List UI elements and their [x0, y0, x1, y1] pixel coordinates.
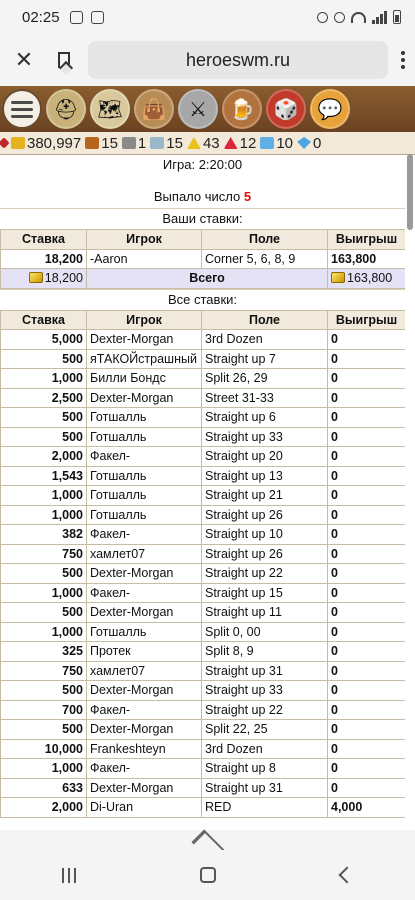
- lucky-number: 5: [243, 189, 252, 204]
- cell-player[interactable]: Dexter-Morgan: [87, 388, 202, 408]
- all-bets-table: [0, 310, 405, 818]
- total-label: Всего: [87, 269, 328, 289]
- cell-player[interactable]: яТАКОЙстрашный: [87, 349, 202, 369]
- tavern-mug-icon[interactable]: 🍺: [222, 89, 262, 129]
- cell-stake: 1,000: [1, 486, 87, 506]
- table-row: [1, 486, 406, 506]
- cell-field: RED: [202, 798, 328, 818]
- cell-win: 0: [328, 642, 406, 662]
- system-nav-bar: [0, 850, 415, 900]
- cell-player[interactable]: Готшалль: [87, 486, 202, 506]
- table-row: [1, 739, 406, 759]
- wifi-icon: [351, 12, 366, 23]
- your-bets-title: Ваши ставки:: [0, 208, 405, 229]
- cell-field: Straight up 15: [202, 583, 328, 603]
- cell-player[interactable]: Готшалль: [87, 505, 202, 525]
- hamburger-menu-button[interactable]: [2, 89, 42, 129]
- cell-win: 0: [328, 720, 406, 740]
- table-row: [1, 330, 406, 350]
- cell-stake: 2,500: [1, 388, 87, 408]
- cell-win: 0: [328, 739, 406, 759]
- drop-label: Выпало число: [153, 189, 241, 204]
- crystal-icon: [224, 137, 238, 149]
- cell-win: 0: [328, 525, 406, 545]
- cell-win: 0: [328, 622, 406, 642]
- header-player: Игрок: [87, 230, 202, 250]
- cell-player[interactable]: Факел-: [87, 447, 202, 467]
- cell-player[interactable]: Факел-: [87, 525, 202, 545]
- cell-stake: 325: [1, 642, 87, 662]
- table-row: [1, 525, 406, 545]
- resource-wood: 15: [85, 135, 118, 152]
- cell-win: 0: [328, 369, 406, 389]
- recents-button[interactable]: [62, 868, 76, 883]
- cell-stake: 500: [1, 408, 87, 428]
- cell-stake: 1,000: [1, 583, 87, 603]
- cell-stake: 1,000: [1, 622, 87, 642]
- drop-line: [0, 186, 405, 208]
- total-win: 163,800: [347, 271, 393, 286]
- cell-field: Corner 5, 6, 8, 9: [202, 249, 328, 269]
- table-row: [1, 505, 406, 525]
- cell-field: Split 26, 29: [202, 369, 328, 389]
- your-bets-table: [0, 229, 405, 289]
- cell-field: Straight up 33: [202, 427, 328, 447]
- cell-player[interactable]: -Aaron: [87, 249, 202, 269]
- resource-gold: 380,997: [11, 135, 81, 152]
- url-bar[interactable]: [88, 41, 388, 79]
- cell-field: Straight up 6: [202, 408, 328, 428]
- cell-win: 0: [328, 681, 406, 701]
- cell-player[interactable]: Готшалль: [87, 622, 202, 642]
- cell-player[interactable]: хамлет07: [87, 661, 202, 681]
- cell-field: Straight up 31: [202, 778, 328, 798]
- cell-stake: 750: [1, 661, 87, 681]
- cell-stake: 700: [1, 700, 87, 720]
- bag-icon[interactable]: 👜: [134, 89, 174, 129]
- table-row: [1, 798, 406, 818]
- cell-stake: 633: [1, 778, 87, 798]
- total-stake-cell: [1, 269, 87, 289]
- resource-gems: 10: [260, 135, 293, 152]
- browser-menu-button[interactable]: [401, 51, 405, 69]
- table-row: [1, 249, 406, 269]
- cell-field: Straight up 11: [202, 603, 328, 623]
- arrow-icon: [0, 137, 10, 148]
- table-row: [1, 720, 406, 740]
- header-field: Поле: [202, 230, 328, 250]
- wood-icon: [85, 137, 99, 149]
- cell-player[interactable]: Факел-: [87, 759, 202, 779]
- cell-field: Split 22, 25: [202, 720, 328, 740]
- resource-ore: 1: [122, 135, 146, 152]
- cell-win: 0: [328, 778, 406, 798]
- cell-win: 0: [328, 486, 406, 506]
- cell-field: 3rd Dozen: [202, 739, 328, 759]
- battery-icon: [393, 10, 401, 24]
- swipe-up-handle[interactable]: [0, 830, 415, 850]
- cell-win: 0: [328, 603, 406, 623]
- cell-stake: 500: [1, 681, 87, 701]
- status-bar: [0, 0, 415, 34]
- cell-player[interactable]: хамлет07: [87, 544, 202, 564]
- cell-player[interactable]: Dexter-Morgan: [87, 778, 202, 798]
- table-row: [1, 349, 406, 369]
- table-row: [1, 427, 406, 447]
- cell-stake: 1,543: [1, 466, 87, 486]
- cell-stake: 500: [1, 564, 87, 584]
- cell-win: 0: [328, 330, 406, 350]
- cell-field: 3rd Dozen: [202, 330, 328, 350]
- gold-icon: [29, 272, 43, 283]
- gold-icon: [331, 272, 345, 283]
- cell-player[interactable]: Di-Uran: [87, 798, 202, 818]
- settings-notification-icon: [91, 11, 104, 24]
- header-win: Выигрыш: [328, 230, 406, 250]
- cell-win: 0: [328, 544, 406, 564]
- signal-icon: [372, 11, 387, 24]
- cell-field: Straight up 8: [202, 759, 328, 779]
- url-text: heroeswm.ru: [185, 49, 291, 70]
- cell-stake: 500: [1, 603, 87, 623]
- cell-stake: 500: [1, 349, 87, 369]
- cell-stake: 1,000: [1, 505, 87, 525]
- crossed-swords-icon[interactable]: ⚔: [178, 89, 218, 129]
- mercury-icon: [150, 137, 164, 149]
- header-field: Поле: [202, 310, 328, 330]
- cell-stake: 2,000: [1, 447, 87, 467]
- cell-field: Straight up 7: [202, 349, 328, 369]
- cell-win: 0: [328, 700, 406, 720]
- table-row: [1, 544, 406, 564]
- cell-player[interactable]: Dexter-Morgan: [87, 603, 202, 623]
- game-label: Игра: 2:20:00: [162, 157, 243, 172]
- total-win-cell: [328, 269, 406, 289]
- cell-win: 4,000: [328, 798, 406, 818]
- home-button[interactable]: [200, 867, 216, 883]
- table-row: [1, 408, 406, 428]
- cell-field: Straight up 22: [202, 700, 328, 720]
- ore-icon: [122, 137, 136, 149]
- roulette-results: [0, 154, 405, 830]
- table-row: [1, 466, 406, 486]
- resources-bar: [0, 132, 415, 155]
- browser-toolbar: [0, 34, 415, 86]
- cell-win: 0: [328, 661, 406, 681]
- cell-stake: 18,200: [1, 249, 87, 269]
- cell-field: Straight up 13: [202, 466, 328, 486]
- cell-field: Split 8, 9: [202, 642, 328, 662]
- gems-icon: [260, 137, 274, 149]
- resource-sulfur: 43: [187, 135, 220, 152]
- cell-stake: 750: [1, 544, 87, 564]
- cell-player[interactable]: Dexter-Morgan: [87, 330, 202, 350]
- total-row: [1, 269, 406, 289]
- cell-player[interactable]: Факел-: [87, 583, 202, 603]
- table-header: [1, 230, 406, 250]
- table-header: [1, 310, 406, 330]
- table-row: [1, 778, 406, 798]
- cell-field: Straight up 10: [202, 525, 328, 545]
- map-scroll-icon[interactable]: 🗺: [90, 89, 130, 129]
- cell-stake: 500: [1, 427, 87, 447]
- table-row: [1, 564, 406, 584]
- cell-win: 0: [328, 583, 406, 603]
- gallery-notification-icon: [70, 11, 83, 24]
- table-row: [1, 700, 406, 720]
- cell-field: Straight up 31: [202, 661, 328, 681]
- cell-field: Street 31-33: [202, 388, 328, 408]
- table-row: [1, 583, 406, 603]
- cell-win: 0: [328, 408, 406, 428]
- cell-win: 0: [328, 427, 406, 447]
- table-row: [1, 681, 406, 701]
- cell-stake: 2,000: [1, 798, 87, 818]
- table-row: [1, 603, 406, 623]
- cell-player[interactable]: Протек: [87, 642, 202, 662]
- cell-stake: 1,000: [1, 369, 87, 389]
- table-row: [1, 642, 406, 662]
- status-time: 02:25: [22, 8, 60, 26]
- cell-player[interactable]: Билли Бондс: [87, 369, 202, 389]
- gold-icon: [11, 137, 25, 149]
- header-win: Выигрыш: [328, 310, 406, 330]
- cell-stake: 500: [1, 720, 87, 740]
- game-menu: [0, 86, 415, 132]
- header-player: Игрок: [87, 310, 202, 330]
- sulfur-icon: [187, 137, 201, 149]
- cell-field: Straight up 20: [202, 447, 328, 467]
- bookmark-icon: [58, 52, 70, 68]
- resource-diamond: 0: [297, 135, 321, 152]
- cell-player[interactable]: Готшалль: [87, 427, 202, 447]
- cell-field: Straight up 22: [202, 564, 328, 584]
- mute-icon: [334, 12, 345, 23]
- cell-field: Straight up 33: [202, 681, 328, 701]
- cell-win: 0: [328, 466, 406, 486]
- cell-win: 0: [328, 349, 406, 369]
- alarm-icon: [317, 12, 328, 23]
- cell-win: 0: [328, 759, 406, 779]
- cell-stake: 1,000: [1, 759, 87, 779]
- all-bets-title: Все ставки:: [0, 289, 405, 310]
- back-button[interactable]: [338, 867, 355, 884]
- cell-player[interactable]: Готшалль: [87, 408, 202, 428]
- diamond-icon: [297, 137, 311, 149]
- page-scrollbar[interactable]: [407, 154, 413, 230]
- table-row: [1, 388, 406, 408]
- cell-player[interactable]: Dexter-Morgan: [87, 720, 202, 740]
- cell-stake: 10,000: [1, 739, 87, 759]
- cell-field: Straight up 21: [202, 486, 328, 506]
- cell-win: 0: [328, 564, 406, 584]
- chat-bubble-icon[interactable]: 💬: [310, 89, 350, 129]
- cell-player[interactable]: Frankeshteyn: [87, 739, 202, 759]
- table-row: [1, 447, 406, 467]
- total-stake: 18,200: [44, 271, 83, 286]
- table-row: [1, 759, 406, 779]
- table-row: [1, 622, 406, 642]
- cell-win: 0: [328, 447, 406, 467]
- table-row: [1, 369, 406, 389]
- close-icon: ✕: [14, 47, 34, 72]
- header-stake: Ставка: [1, 230, 87, 250]
- cell-player[interactable]: Dexter-Morgan: [87, 681, 202, 701]
- cell-field: Split 0, 00: [202, 622, 328, 642]
- header-stake: Ставка: [1, 310, 87, 330]
- knight-helmet-icon[interactable]: ⛑: [46, 89, 86, 129]
- cell-player[interactable]: Dexter-Morgan: [87, 564, 202, 584]
- cell-win: 0: [328, 388, 406, 408]
- cell-field: Straight up 26: [202, 544, 328, 564]
- resource-crystal: 12: [224, 135, 257, 152]
- table-row: [1, 661, 406, 681]
- cell-win: 0: [328, 505, 406, 525]
- cell-field: Straight up 26: [202, 505, 328, 525]
- cell-stake: 5,000: [1, 330, 87, 350]
- resource-mercury: 15: [150, 135, 183, 152]
- close-tab-button[interactable]: [4, 40, 44, 80]
- bookmark-button[interactable]: [44, 40, 84, 80]
- cell-player[interactable]: Факел-: [87, 700, 202, 720]
- cell-win: 163,800: [328, 249, 406, 269]
- cell-player[interactable]: Готшалль: [87, 466, 202, 486]
- roulette-icon[interactable]: 🎲: [266, 89, 306, 129]
- cell-stake: 382: [1, 525, 87, 545]
